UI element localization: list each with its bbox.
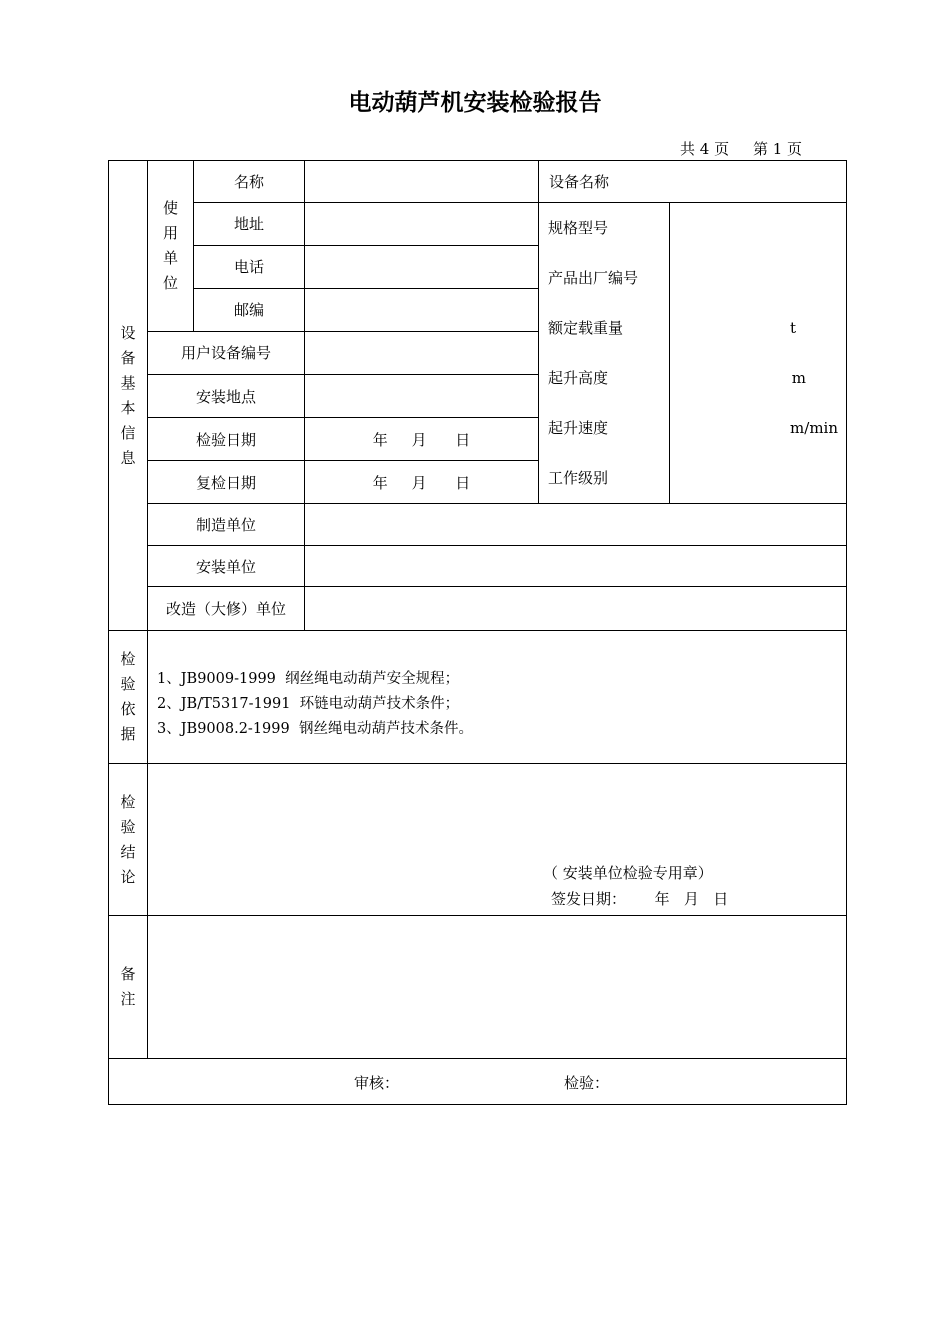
lift-height-label: 起升高度	[548, 369, 609, 387]
postcode-label: 邮编	[194, 289, 305, 332]
equipment-name-label: 设备名称	[539, 161, 847, 203]
installer-label: 安装单位	[148, 546, 305, 587]
page-info	[680, 138, 802, 159]
manufacturer-label: 制造单位	[148, 504, 305, 546]
installer-field[interactable]	[305, 546, 847, 587]
report-title: 电动葫芦机安装检验报告	[348, 90, 602, 116]
inspect-label: 检验：	[564, 1074, 610, 1092]
inspection-date-label: 检验日期	[148, 417, 305, 461]
remarks-label: 备 注	[109, 916, 148, 1059]
current-page: 第 1 页	[752, 140, 803, 158]
sign-date: 签发日期： 年 月 日	[551, 890, 729, 908]
work-class-label: 工作级别	[548, 469, 609, 487]
lift-speed-unit: m/min	[790, 419, 839, 437]
basis-content	[148, 631, 847, 764]
postcode-field[interactable]	[305, 289, 539, 332]
spec-model-label: 规格型号	[548, 219, 609, 237]
audit-label: 审核：	[354, 1074, 400, 1092]
basis-label: 检 验 依 据	[109, 631, 148, 764]
manufacturer-field[interactable]	[305, 504, 847, 546]
total-pages: 共 4 页	[680, 140, 730, 158]
rated-load-unit: t	[789, 319, 797, 337]
reinspection-date-label: 复检日期	[148, 461, 305, 504]
basis-item: 3、JB9008.2-1999 钢丝绳电动葫芦技术条件。	[157, 720, 473, 737]
factory-no-label: 产品出厂编号	[548, 269, 639, 287]
remarks-field[interactable]	[148, 916, 847, 1059]
user-equipment-no-label: 用户设备编号	[148, 331, 305, 375]
user-equipment-no-field[interactable]	[305, 331, 539, 375]
basis-item: 1、JB9009-1999 纲丝绳电动葫芦安全规程；	[157, 670, 460, 687]
basic-info-section-label: 设 备 基 本 信 息	[109, 161, 148, 631]
rated-load-label: 额定载重量	[548, 319, 624, 337]
name-field[interactable]	[305, 161, 539, 203]
spec-values[interactable]	[670, 203, 847, 504]
lift-height-unit: m	[791, 369, 807, 387]
inspection-date-field[interactable]: 年 月 日	[305, 417, 539, 461]
conclusion-label: 检 验 结 论	[109, 764, 148, 916]
lift-speed-label: 起升速度	[548, 419, 609, 437]
conclusion-content[interactable]	[148, 764, 847, 916]
address-field[interactable]	[305, 203, 539, 246]
report-table	[108, 160, 847, 1105]
install-location-label: 安装地点	[148, 375, 305, 418]
name-label: 名称	[194, 161, 305, 203]
signature-footer	[109, 1059, 847, 1105]
basis-item: 2、JB/T5317-1991 环链电动葫芦技术条件；	[157, 695, 460, 712]
modifier-field[interactable]	[305, 587, 847, 631]
install-location-field[interactable]	[305, 375, 539, 418]
user-unit-label: 使 用 单 位	[148, 161, 194, 332]
address-label: 地址	[194, 203, 305, 246]
stamp-text: （ 安装单位检验专用章）	[543, 864, 713, 882]
phone-field[interactable]	[305, 245, 539, 289]
phone-label: 电话	[194, 245, 305, 289]
spec-labels	[539, 203, 670, 504]
modifier-label: 改造（大修）单位	[148, 587, 305, 631]
reinspection-date-field[interactable]: 年 月 日	[305, 461, 539, 504]
